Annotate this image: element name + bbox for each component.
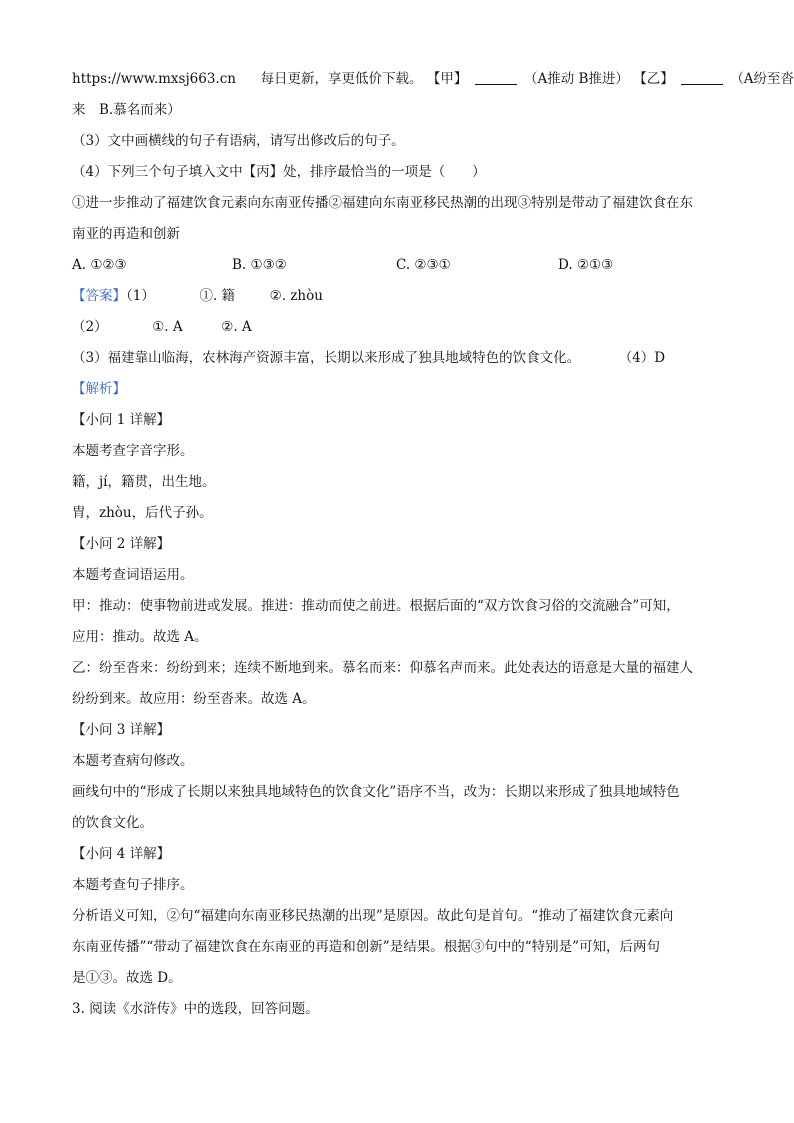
analysis-line: 纷纷到来。故应用：纷至沓来。故选 A。: [72, 691, 316, 707]
question-3: （3）文中画横线的句子有语病，请写出修改后的句子。: [72, 133, 405, 149]
analysis-line: 【小问 2 详解】: [72, 536, 171, 552]
jia-options: （A推动 B推进）: [523, 71, 629, 87]
analysis-line: 画线句中的“形成了长期以来独具地域特色的饮食文化”语序不当，改为：长期以来形成了独具地域特色: [72, 784, 680, 800]
answer-2-a: ①. A: [152, 319, 183, 335]
analysis-line: 【小问 4 详解】: [72, 846, 171, 862]
answer-2-prefix: （2）: [72, 319, 108, 335]
option-b: B. ①③②: [232, 257, 287, 273]
analysis-line: 乙：纷至沓来：纷纷到来；连续不断地到来。慕名而来：仰慕名声而来。此处表达的语意是大量的福建人: [72, 660, 693, 676]
analysis-line: 分析语义可知，②句“福建向东南亚移民热潮的出现”是原因。故此句是首句。“推动了福建饮食元素向: [72, 908, 674, 924]
question-4-sentences: ①进一步推动了福建饮食元素向东南亚传播②福建向东南亚移民热潮的出现③特别是带动了福建饮食在东: [72, 195, 693, 211]
analysis-line: 甲：推动：使事物前进或发展。推进：推动而使之前进。根据后面的“双方饮食习俗的交流融合”可知，: [72, 598, 680, 614]
answer-label: 【答案】: [72, 288, 126, 304]
jia-label: 【甲】: [426, 71, 468, 87]
next-question: [72, 994, 722, 1025]
analysis-line: 本题考查词语运用。: [72, 567, 194, 583]
question-4-options: [72, 250, 722, 281]
analysis-line: 本题考查病句修改。: [72, 753, 194, 769]
answer-line-1: [72, 281, 722, 312]
answer-2-b: ②. A: [221, 319, 252, 335]
analysis-line: 东南亚传播”“带动了福建饮食在东南亚的再造和创新”是结果。根据③句中的“特别是”可知，后两句: [72, 939, 661, 955]
source-url[interactable]: https://www.mxsj663.cn: [72, 71, 236, 87]
analysis-line: 应用：推动。故选 A。: [72, 629, 208, 645]
answer-1-a: ①. 籍: [199, 288, 236, 304]
yi-label: 【乙】: [633, 71, 674, 87]
analysis-line: 的饮食文化。: [72, 815, 153, 831]
analysis-line: 本题考查字音字形。: [72, 443, 194, 459]
answer-4: （4）D: [618, 350, 666, 366]
document-page: [72, 64, 794, 1025]
yi-options-start: （A纷至沓: [730, 71, 794, 87]
analysis-line: 本题考查句子排序。: [72, 877, 194, 893]
answer-3: （3）福建靠山临海，农林海产资源丰富，长期以来形成了独具地域特色的饮食文化。: [72, 350, 581, 366]
notice-text: 每日更新，享更低价下载。: [260, 71, 423, 87]
header-line-2: [72, 95, 722, 126]
analysis-line: 籍，jí，籍贯，出生地。: [72, 474, 216, 490]
analysis-line: 是①③。故选 D。: [72, 970, 182, 986]
analysis-line: 【小问 3 详解】: [72, 722, 171, 738]
answer-1-prefix: （1）: [126, 288, 155, 304]
yi-blank: [681, 70, 723, 85]
next-question-text: 阅读《水浒传》中的选段，回答问题。: [89, 1001, 319, 1017]
analysis-line: 【小问 1 详解】: [72, 412, 171, 428]
header-line: [72, 64, 794, 95]
answer-line-3: [72, 343, 722, 374]
analysis-line: 胄，zhòu，后代子孙。: [72, 505, 213, 521]
option-c: C. ②③①: [396, 257, 451, 273]
next-question-number: 3.: [72, 1001, 85, 1017]
question-4-sentences-cont: 南亚的再造和创新: [72, 226, 180, 242]
option-d: D. ②①③: [558, 257, 614, 273]
answer-line-2: [72, 312, 722, 343]
analysis-label: 【解析】: [72, 381, 126, 397]
answer-1-b: ②. zhòu: [269, 288, 323, 304]
question-4: （4）下列三个句子填入文中【丙】处，排序最恰当的一项是（ ）: [72, 164, 486, 180]
jia-blank: [475, 70, 517, 85]
yi-options-end: 来 B.慕名而来）: [72, 102, 181, 118]
option-a: A. ①②③: [72, 257, 127, 273]
